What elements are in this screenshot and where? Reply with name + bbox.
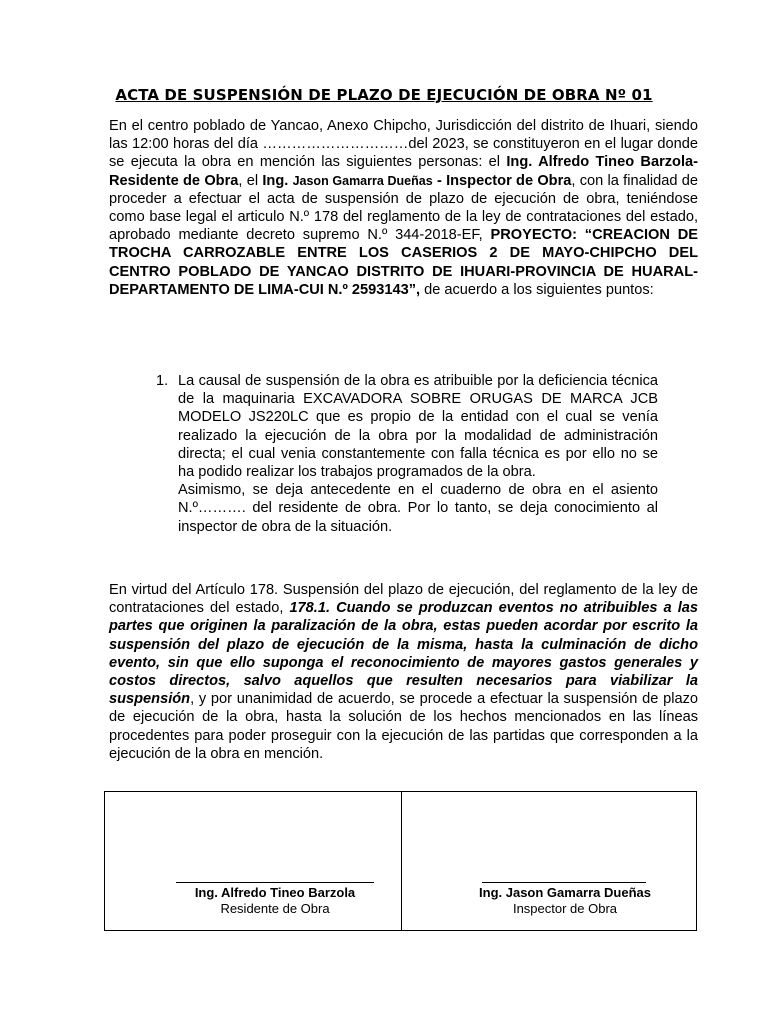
- signature-line-resident: [176, 882, 374, 883]
- intro-text-2: , el: [238, 172, 263, 189]
- article-text-1: En virtud del Artículo 178. Suspensión del plazo de ejecución, del reglamento de la ley de contrataciones del estado,: [109, 582, 698, 617]
- signature-role-resident: Residente de Obra: [220, 901, 330, 916]
- signature-name-resident: Ing. Alfredo Tineo Barzola: [194, 885, 356, 900]
- point-item: [178, 372, 658, 536]
- article-paragraph: [109, 581, 698, 763]
- intro-text-1: En el centro poblado de Yancao, Anexo Chipcho, Jurisdicción del distrito de Ihuari, siendo las 12:00 horas del día …………………………del 2023, se constituyeron en el lugar donde se ejecuta la obra en mención las siguientes personas: el: [109, 118, 698, 171]
- article-text-2: , y por unanimidad de acuerdo, se procede a efectuar la suspensión de plazo de ejecución de la obra, hasta la solución de los hechos mencionados en las líneas procedentes para poder proseguir con la ejecución de las partidas que corresponden a la ejecución de la obra en mención.: [109, 691, 698, 762]
- signature-table: [104, 791, 697, 931]
- signature-line-inspector: [482, 882, 646, 883]
- inspector-name-bold: Jason Gamarra Dueñas: [292, 173, 433, 188]
- signature-role-inspector: Inspector de Obra: [512, 901, 618, 916]
- document-title: ACTA DE SUSPENSIÓN DE PLAZO DE EJECUCIÓN DE OBRA Nº 01: [115, 86, 653, 104]
- inspector-title-bold: Ing.: [262, 172, 293, 189]
- point-number: 1.: [156, 373, 169, 389]
- intro-text-4: de acuerdo a los siguientes puntos:: [420, 281, 654, 298]
- inspector-role-bold: - Inspector de Obra: [432, 172, 572, 189]
- point-text: La causal de suspensión de la obra es atribuible por la deficiencia técnica de la maquinaria EXCAVADORA SOBRE ORUGAS DE MARCA JCB MODELO JS220LC que es propio de la entidad con el cual se venía realizado la ejecución de la obra por la modalidad de administración directa; el cual venia constantemente con falla técnica es por ello no se ha podido realizar los trabajos programados de la obra.: [178, 373, 658, 481]
- intro-paragraph: [109, 117, 698, 299]
- intro-text-3: , con la finalidad de proceder a efectuar el acta de suspensión de plazo de ejecución de obra, teniéndose como base legal el articulo N.º 178 del reglamento de la ley de contrataciones del estado, aprobado mediante decreto supremo N.º 344-2018-EF,: [109, 172, 699, 244]
- project-name-bold: PROYECTO: “CREACION DE TROCHA CARROZABLE ENTRE LOS CASERIOS 2 DE MAYO-CHIPCHO DEL CENTRO POBLADO DE YANCAO DISTRITO DE IHUARI-PROVINCIA DE HUARAL-DEPARTAMENTO DE LIMA-CUI N.º 2593143”,: [109, 227, 698, 298]
- article-quote-bold-italic: 178.1. Cuando se produzcan eventos no atribuibles a las partes que originen la paralización de la obra, estas pueden acordar por escrito la suspensión del plazo de ejecución de la misma, hasta la culminación de dicho evento, sin que ello suponga el reconocimiento de mayores gastos generales y costos directos, salvo aquellos que resulten necesarios para viabilizar la suspensión: [109, 600, 698, 708]
- point-extra-text: Asimismo, se deja antecedente en el cuaderno de obra en el asiento N.º………. del residente de obra. Por lo tanto, se deja conocimiento al inspector de obra de la situación.: [178, 482, 658, 535]
- resident-name-bold: Ing. Alfredo Tineo Barzola- Residente de Obra: [109, 154, 698, 189]
- signature-table-divider: [401, 792, 402, 930]
- signature-name-inspector: Ing. Jason Gamarra Dueñas: [479, 885, 651, 900]
